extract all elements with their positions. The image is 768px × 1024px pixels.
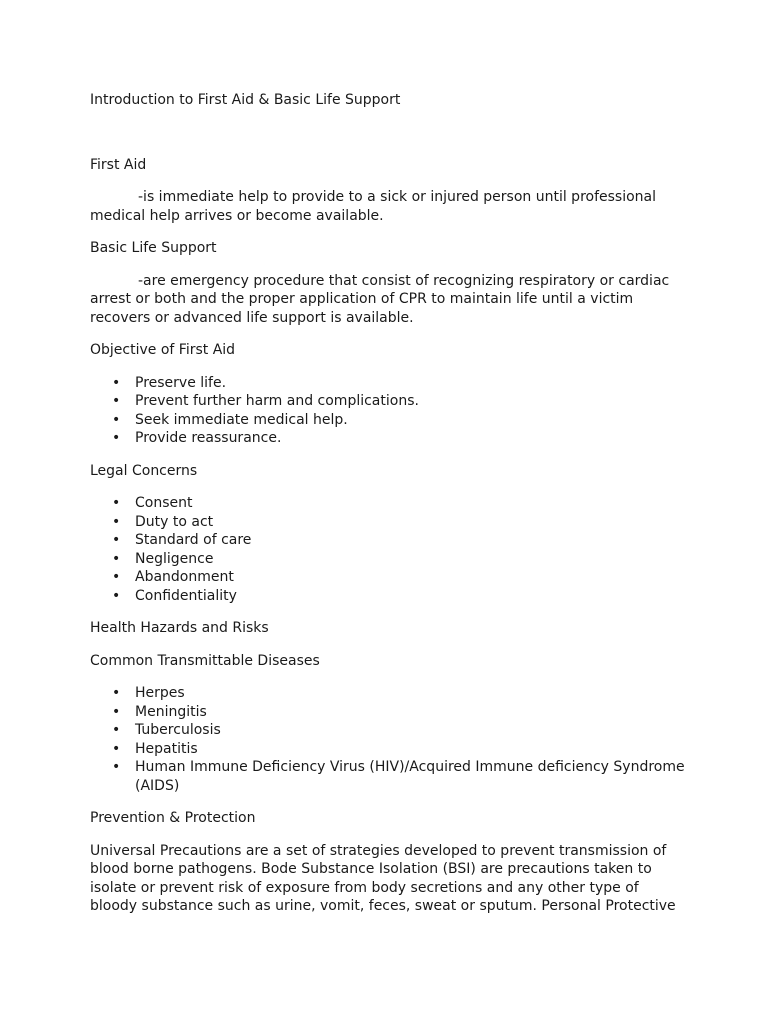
list-item (90, 684, 690, 703)
heading-first-aid: First Aid (90, 156, 147, 173)
document-page (90, 91, 690, 930)
bullet-icon: • (112, 411, 121, 428)
document-title: Introduction to First Aid & Basic Life Support (90, 92, 401, 108)
list-item (90, 494, 690, 513)
bullet-icon: • (112, 722, 121, 738)
heading-legal-concerns: Legal Concerns (90, 462, 198, 479)
list-item (90, 758, 690, 795)
diseases-list (90, 684, 690, 795)
objective-list (90, 374, 690, 448)
heading-objective-of-first-aid: Objective of First Aid (90, 342, 236, 358)
list-item (90, 513, 690, 532)
bullet-icon: • (112, 513, 121, 530)
list-item-text: Standard of care (135, 532, 252, 548)
list-item (90, 411, 690, 430)
list-item-text: Seek immediate medical help. (135, 411, 348, 428)
bullet-icon: • (112, 569, 121, 585)
first-aid-definition: -is immediate help to provide to a sick or injured person until professional medical help arrives or become available. (90, 189, 657, 224)
list-item (90, 568, 690, 587)
bullet-icon: • (112, 393, 121, 409)
list-item (90, 374, 690, 393)
basic-life-support-definition: -are emergency procedure that consist of recognizing respiratory or cardiac arrest or both and the proper application of CPR to maintain life until a victim recovers or advanced life support is available. (90, 272, 670, 326)
list-item (90, 587, 690, 606)
heading-prevention-protection: Prevention & Protection (90, 810, 256, 826)
bullet-icon: • (112, 550, 121, 567)
list-item-text: Confidentiality (135, 587, 237, 604)
list-item-text: Herpes (135, 685, 185, 701)
list-item-text: Meningitis (135, 703, 207, 720)
bullet-icon: • (112, 587, 121, 604)
list-item (90, 703, 690, 722)
list-item (90, 721, 690, 740)
list-item-text: Provide reassurance. (135, 430, 282, 446)
list-item-text: Hepatitis (135, 740, 198, 757)
list-item-text: Negligence (135, 550, 214, 567)
list-item-text: Preserve life. (135, 374, 227, 391)
bullet-icon: • (112, 685, 121, 701)
list-item-text: Tuberculosis (135, 722, 221, 738)
heading-common-transmittable-diseases: Common Transmittable Diseases (90, 652, 320, 669)
list-item-text: Consent (135, 495, 193, 511)
bullet-icon: • (112, 430, 121, 446)
list-item (90, 429, 690, 448)
bullet-icon: • (112, 703, 121, 720)
list-item (90, 531, 690, 550)
prevention-body: Universal Precautions are a set of strategies developed to prevent transmission of blood borne pathogens. Bode Substance Isolation (BSI) are precautions taken to isolate or prevent risk of exposure from body secretions and any other type of bloody substance such as urine, vomit, feces, sweat or sputum. Personal Protective (90, 842, 676, 914)
bullet-icon: • (112, 374, 121, 391)
heading-basic-life-support: Basic Life Support (90, 240, 217, 256)
list-item-text: Duty to act (135, 513, 214, 530)
legal-concerns-list (90, 494, 690, 605)
bullet-icon: • (112, 532, 121, 548)
list-item-text: Human Immune Deficiency Virus (HIV)/Acquired Immune deficiency Syndrome (AIDS) (135, 759, 685, 794)
bullet-icon: • (112, 740, 121, 757)
heading-health-hazards: Health Hazards and Risks (90, 620, 269, 636)
list-item (90, 392, 690, 411)
bullet-icon: • (112, 759, 121, 775)
list-item-text: Prevent further harm and complications. (135, 393, 419, 409)
list-item (90, 550, 690, 569)
bullet-icon: • (112, 495, 121, 511)
list-item (90, 740, 690, 759)
list-item-text: Abandonment (135, 569, 234, 585)
